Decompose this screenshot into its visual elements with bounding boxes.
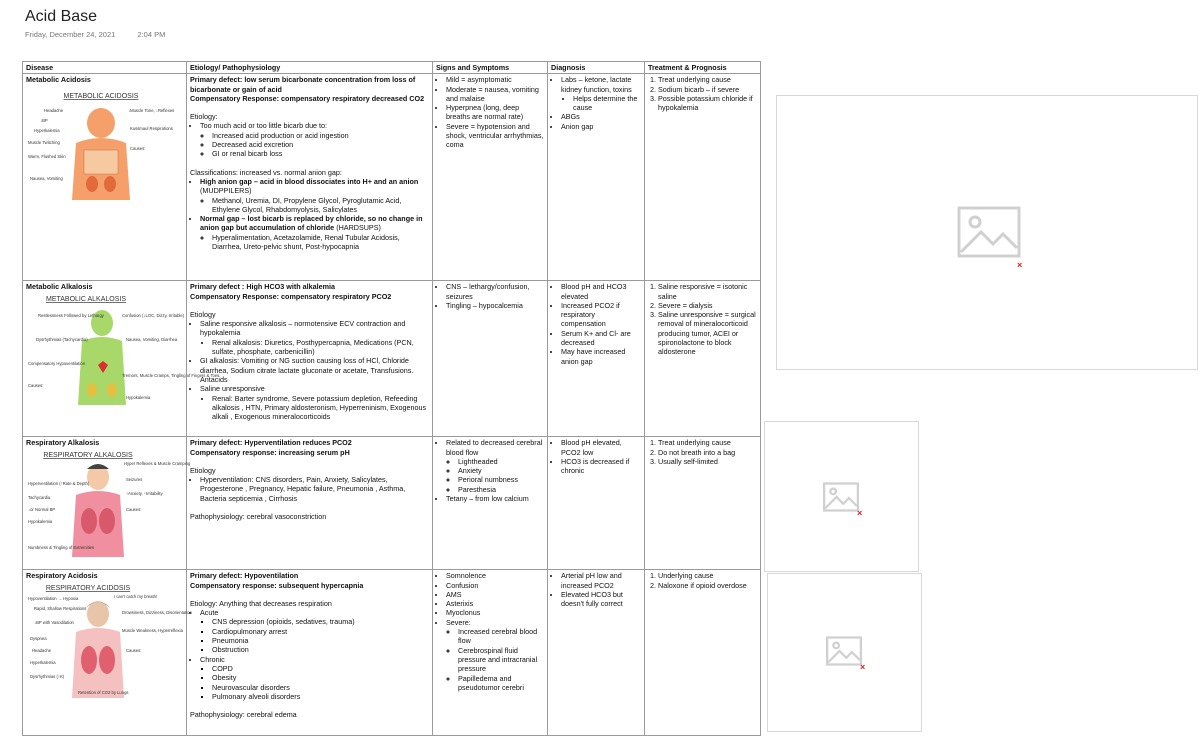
primary-defect: Primary defect: low serum bicarbonate concentration from loss of bicarbonate or gain of acid	[190, 75, 416, 94]
svg-text:Causes:: Causes:	[130, 145, 146, 151]
image-placeholder[interactable]	[764, 421, 919, 572]
svg-text:Dysrhythmias (↑K): Dysrhythmias (↑K)	[30, 673, 65, 679]
list-item: • Acute ▪ CNS depression (opioids, sedatives, trauma) ▪ Cardiopulmonary arrest ▪ Pneumonia ▪ Obstruction	[200, 608, 429, 654]
treatment-cell	[645, 281, 761, 437]
list-item: ▪ Obesity	[212, 673, 429, 682]
svg-text:Hyperkalemia: Hyperkalemia	[34, 127, 60, 133]
list-item: • Confusion	[446, 581, 544, 590]
etiology-cell	[187, 570, 433, 736]
list-item: • Saline unresponsive • Renal: Barter syndrome, Severe potassium depletion, Refeeding alkalosis , HTN, Primary aldosteronism, Hyperreninism, Exogenous alkali , Exogenous mineralocorticoids	[200, 384, 429, 421]
list-item: • Arterial pH low and increased PCO2	[561, 571, 641, 590]
list-item: • Saline responsive alkalosis – normotensive ECV contraction and hypokalemia • Renal alkalosis: Diuretics, Posthypercapnia, Medications (PCN, sulfate, phosphate, carbenicillin)	[200, 319, 429, 356]
compensatory-response: Compensatory Response: compensatory respiratory decreased CO2	[190, 93, 425, 103]
svg-text:↓BP with Vasodilation: ↓BP with Vasodilation	[34, 619, 74, 625]
list-item: • Increased PCO2 if respiratory compensation	[561, 301, 641, 329]
list-item: 2. Naloxone if opioid overdose	[658, 581, 757, 590]
error-x-icon: ×	[1017, 260, 1023, 270]
compensatory-response: Compensatory response: subsequent hypercapnia	[190, 580, 364, 590]
list-item: ◦ Increased acid production or acid ingestion	[212, 131, 429, 140]
list-item: ◦ GI or renal bicarb loss	[212, 149, 429, 158]
list-item: • Related to decreased cerebral blood flow ◦ Lightheaded ◦ Anxiety ◦ Perioral numbness ◦ Paresthesia	[446, 438, 544, 494]
primary-defect: Primary defect: Hyperventilation reduces PCO2	[190, 438, 352, 448]
svg-text:Kussmaul Respirations: Kussmaul Respirations	[130, 125, 173, 131]
list-item: 3. Usually self-limited	[658, 457, 757, 466]
svg-text:↑Anxiety, ↑Irritability: ↑Anxiety, ↑Irritability	[126, 490, 163, 496]
treatment-cell	[645, 570, 761, 736]
etiology-label: Etiology:	[190, 112, 218, 122]
list-item: ▪ Cardiopulmonary arrest	[212, 627, 429, 636]
svg-text:Headache: Headache	[44, 107, 64, 113]
header-cell: Etiology/ Pathophysiology	[187, 62, 433, 74]
error-x-icon: ×	[857, 508, 863, 518]
svg-text:↓Muscle Tone, ↓Reflexes: ↓Muscle Tone, ↓Reflexes	[128, 107, 175, 113]
svg-text:Hypokalemia: Hypokalemia	[28, 518, 53, 524]
treatment-cell	[645, 74, 761, 281]
signs-cell	[433, 74, 548, 281]
list-item: • High anion gap – acid in blood dissociates into H+ and an anion (MUDPPILERS) ◦ Methanol, Uremia, DI, Propylene Glycol, Pyroglutamic Acid, Ethylene Glycol, Rhabdomyolysis, Salicylates	[200, 177, 429, 214]
svg-text:Causes:: Causes:	[126, 506, 142, 512]
disease-name: Respiratory Acidosis	[26, 571, 98, 581]
etiology-label: Etiology	[190, 309, 216, 319]
list-item: ▪ Pneumonia	[212, 636, 429, 645]
broken-image-icon	[957, 206, 1021, 258]
image-placeholder[interactable]	[767, 573, 922, 732]
broken-image-icon	[826, 636, 862, 666]
list-item: • Tetany – from low calcium	[446, 494, 544, 503]
svg-text:Hyperkalemia: Hyperkalemia	[30, 659, 56, 665]
svg-text:I can't catch my breath!: I can't catch my breath!	[114, 593, 158, 599]
svg-text:Compensatory Hypoventilation: Compensatory Hypoventilation	[28, 360, 86, 366]
list-item: • Mild = asymptomatic	[446, 75, 544, 84]
table-row	[23, 74, 761, 281]
list-item: 2. Severe = dialysis	[658, 301, 757, 310]
list-item: • Somnolence	[446, 571, 544, 580]
disease-name: Respiratory Alkalosis	[26, 438, 100, 448]
svg-text:Dyspnea: Dyspnea	[30, 635, 47, 641]
compensatory-response: Compensatory Response: compensatory respiratory PCO2	[190, 291, 392, 301]
list-item: 2. Do not breath into a bag	[658, 448, 757, 457]
svg-text:Muscle Twitching: Muscle Twitching	[28, 139, 60, 145]
image-placeholder[interactable]	[776, 95, 1198, 370]
svg-text:Nausea, Vomiting, Diarrhea: Nausea, Vomiting, Diarrhea	[126, 336, 178, 342]
list-item: 3. Saline unresponsive = surgical removal of mineralocorticoid producing tumor, ACEI or spironolactone to block aldosterone	[658, 310, 757, 356]
list-item: • Elevated HCO3 but doesn't fully correct	[561, 590, 641, 609]
illus-title: METABOLIC ALKALOSIS	[45, 295, 127, 303]
error-x-icon: ×	[860, 662, 866, 672]
etiology-cell	[187, 74, 433, 281]
svg-text:Nausea, Vomiting: Nausea, Vomiting	[30, 175, 63, 181]
disease-cell	[23, 74, 187, 281]
list-item: • Helps determine the cause	[573, 94, 641, 113]
list-item: ◦ Methanol, Uremia, DI, Propylene Glycol, Pyroglutamic Acid, Ethylene Glycol, Rhabdomyolysis, Salicylates	[212, 196, 429, 215]
svg-text:Hyperventilation (↑Rate & Dept: Hyperventilation (↑Rate & Depth)	[28, 480, 90, 486]
list-item: • ABGs	[561, 112, 641, 121]
list-item: 1. Treat underlying cause	[658, 438, 757, 447]
disease-cell	[23, 437, 191, 570]
list-item: ◦ Increased cerebral blood flow	[458, 627, 544, 646]
svg-text:↓or Normal BP: ↓or Normal BP	[28, 506, 56, 512]
list-item: • Hyperpnea (long, deep breaths are normal rate)	[446, 103, 544, 122]
svg-text:Causes:: Causes:	[126, 647, 142, 653]
list-item: • Hyperventilation: CNS disorders, Pain, Anxiety, Salicylates, Progesterone , Pregnancy, Hepatic failure, Pneumonia , Asthma, Bacteria septicemia , Cirrhosis	[200, 475, 429, 503]
list-item: ◦ Perioral numbness	[458, 475, 544, 484]
table-row	[23, 570, 761, 736]
illus-title: METABOLIC ACIDOSIS	[63, 92, 139, 100]
table-header-row	[23, 62, 761, 74]
list-item: • CNS – lethargy/confusion, seizures	[446, 282, 544, 301]
list-item: 1. Saline responsive = isotonic saline	[658, 282, 757, 301]
list-item: • Normal gap – lost bicarb is replaced by chloride, so no change in anion gap but accumulation of chloride (HARDSUPS) ◦ Hyperalimentation, Acetazolamide, Renal Tubular Acidosis, Diarrhea, Ureto-pelvic shunt, Post-hypocapnia	[200, 214, 429, 251]
list-item: • GI alkalosis: Vomiting or NG suction causing loss of HCl, Chloride diarrhea, Sodium citrate lactate gluconate or acetate, Transfusions. Antacids	[200, 356, 429, 384]
svg-text:Tremors, Muscle Cramps, Tingli: Tremors, Muscle Cramps, Tingling of Fingers & Toes	[122, 372, 220, 378]
list-item: 1. Treat underlying cause	[658, 75, 757, 84]
list-item: ◦ Cerebrospinal fluid pressure and intracranial pressure	[458, 646, 544, 674]
list-item: ◦ Papilledema and pseudotumor cerebri	[458, 674, 544, 693]
diagnosis-cell	[548, 570, 645, 736]
respiratory-acidosis-illustration	[26, 584, 192, 704]
list-item: • Anion gap	[561, 122, 641, 131]
page-meta	[25, 30, 165, 39]
respiratory-alkalosis-illustration	[26, 451, 191, 563]
list-item: • Blood pH and HCO3 elevated	[561, 282, 641, 301]
pathophysiology: Pathophysiology: cerebral edema	[190, 710, 297, 720]
page-time: 2:04 PM	[137, 30, 166, 39]
disease-name: Metabolic Alkalosis	[26, 282, 93, 292]
signs-cell	[433, 281, 548, 437]
list-item: ▪ COPD	[212, 664, 429, 673]
illus-title: RESPIRATORY ACIDOSIS	[45, 584, 131, 592]
list-item: • HCO3 is decreased if chronic	[561, 457, 641, 476]
list-item: • Labs – ketone, lactate kidney function, toxins • Helps determine the cause	[561, 75, 641, 112]
list-item: • Chronic ▪ COPD ▪ Obesity ▪ Neurovascular disorders ▪ Pulmonary alveoli disorders	[200, 655, 429, 701]
svg-text:Dysrhythmias (Tachycardia): Dysrhythmias (Tachycardia)	[36, 336, 88, 342]
svg-text:Numbness & Tingling of Extremi: Numbness & Tingling of Extremities	[28, 544, 95, 550]
list-item: 2. Sodium bicarb – if severe	[658, 85, 757, 94]
list-item: • May have increased anion gap	[561, 347, 641, 366]
table-row	[23, 437, 761, 570]
list-item: • Too much acid or too little bicarb due to: ◦ Increased acid production or acid ingestion ◦ Decreased acid excretion ◦ GI or renal bicarb loss	[200, 121, 429, 158]
disease-name: Metabolic Acidosis	[26, 75, 91, 85]
list-item: ◦ Anxiety	[458, 466, 544, 475]
diagnosis-cell	[548, 74, 645, 281]
svg-text:Headache: Headache	[32, 647, 52, 653]
svg-text:Hypokalemia: Hypokalemia	[126, 394, 151, 400]
svg-text:Muscle Weakness, Hyperreflexia: Muscle Weakness, Hyperreflexia	[122, 627, 183, 633]
signs-cell	[433, 437, 548, 570]
acid-base-table	[22, 61, 761, 736]
list-item: • Myoclonus	[446, 608, 544, 617]
classification-label: Classifications: increased vs. normal anion gap:	[190, 167, 342, 177]
etiology-cell	[187, 437, 433, 570]
page-title: Acid Base	[25, 8, 98, 25]
list-item: • Serum K+ and Cl- are decreased	[561, 329, 641, 348]
list-item: • Renal: Barter syndrome, Severe potassium depletion, Refeeding alkalosis , HTN, Primary aldosteronism, Hyperreninism, Exogenous alkali , Exogenous mineralocorticoids	[212, 394, 429, 422]
list-item: ◦ Lightheaded	[458, 457, 544, 466]
list-item: • Tingling – hypocalcemia	[446, 301, 544, 310]
list-item: 1. Underlying cause	[658, 571, 757, 580]
illus-title: RESPIRATORY ALKALOSIS	[43, 451, 133, 459]
list-item: • Renal alkalosis: Diuretics, Posthypercapnia, Medications (PCN, sulfate, phosphate, carbenicillin)	[212, 338, 429, 357]
list-item: ◦ Decreased acid excretion	[212, 140, 429, 149]
list-item: • Severe = hypotension and shock, ventricular arrhythmias, coma	[446, 122, 544, 150]
list-item: ◦ Hyperalimentation, Acetazolamide, Renal Tubular Acidosis, Diarrhea, Ureto-pelvic shunt, Post-hypocapnia	[212, 233, 429, 252]
signs-cell	[433, 570, 548, 736]
header-cell: Diagnosis	[548, 62, 645, 74]
broken-image-icon	[823, 482, 859, 512]
treatment-cell	[645, 437, 761, 570]
primary-defect: Primary defect : High HCO3 with alkalemia	[190, 282, 335, 292]
list-item: ◦ Paresthesia	[458, 485, 544, 494]
etiology-label: Etiology: Anything that decreases respiration	[190, 598, 332, 608]
svg-text:Rapid, Shallow Respirations: Rapid, Shallow Respirations	[34, 605, 87, 611]
metabolic-acidosis-illustration	[26, 88, 176, 208]
svg-text:Causes:: Causes:	[28, 382, 44, 388]
svg-text:Hypoventilation → Hypoxia: Hypoventilation → Hypoxia	[28, 595, 79, 601]
list-item: • Asterixis	[446, 599, 544, 608]
svg-text:Hyper Reflexes & Muscle Crampi: Hyper Reflexes & Muscle Cramping	[124, 460, 191, 466]
svg-text:Retention of CO2 by Lungs: Retention of CO2 by Lungs	[78, 689, 129, 695]
list-item: ▪ Neurovascular disorders	[212, 683, 429, 692]
svg-text:Drowsiness, Dizziness, Disorie: Drowsiness, Dizziness, Disorientation	[122, 609, 192, 615]
list-item: • Blood pH elevated, PCO2 low	[561, 438, 641, 457]
svg-text:Confusion (↓LOC, Dizzy, Irrita: Confusion (↓LOC, Dizzy, Irritable)	[122, 312, 185, 318]
svg-text:Seizures: Seizures	[126, 476, 143, 482]
svg-text:Restlessness Followed by Letha: Restlessness Followed by Lethargy	[38, 312, 104, 318]
list-item: ▪ Pulmonary alveoli disorders	[212, 692, 429, 701]
header-cell: Treatment & Prognosis	[645, 62, 761, 74]
list-item: ▪ CNS depression (opioids, sedatives, trauma)	[212, 617, 429, 626]
etiology-label: Etiology	[190, 465, 216, 475]
table-row	[23, 281, 761, 437]
svg-text:Warm, Flushed Skin: Warm, Flushed Skin	[28, 153, 66, 159]
svg-text:↓BP: ↓BP	[40, 117, 48, 123]
pathophysiology: Pathophysiology: cerebral vasoconstriction	[190, 512, 327, 522]
header-cell: Signs and Symptoms	[433, 62, 548, 74]
primary-defect: Primary defect: Hypoventilation	[190, 571, 299, 581]
list-item: 3. Possible potassium chloride if hypokalemia	[658, 94, 757, 113]
disease-cell	[23, 570, 192, 736]
etiology-cell	[187, 281, 433, 437]
diagnosis-cell	[548, 281, 645, 437]
header-cell: Disease	[23, 62, 187, 74]
compensatory-response: Compensatory response: increasing serum pH	[190, 447, 350, 457]
svg-text:Tachycardia: Tachycardia	[28, 494, 51, 500]
list-item: • Severe: ◦ Increased cerebral blood flow ◦ Cerebrospinal fluid pressure and intracranial pressure ◦ Papilledema and pseudotumor cerebri	[446, 618, 544, 692]
list-item: ▪ Obstruction	[212, 645, 429, 654]
list-item: • Moderate = nausea, vomiting and malaise	[446, 85, 544, 104]
list-item: • AMS	[446, 590, 544, 599]
page-date: Friday, December 24, 2021	[25, 30, 116, 39]
diagnosis-cell	[548, 437, 645, 570]
